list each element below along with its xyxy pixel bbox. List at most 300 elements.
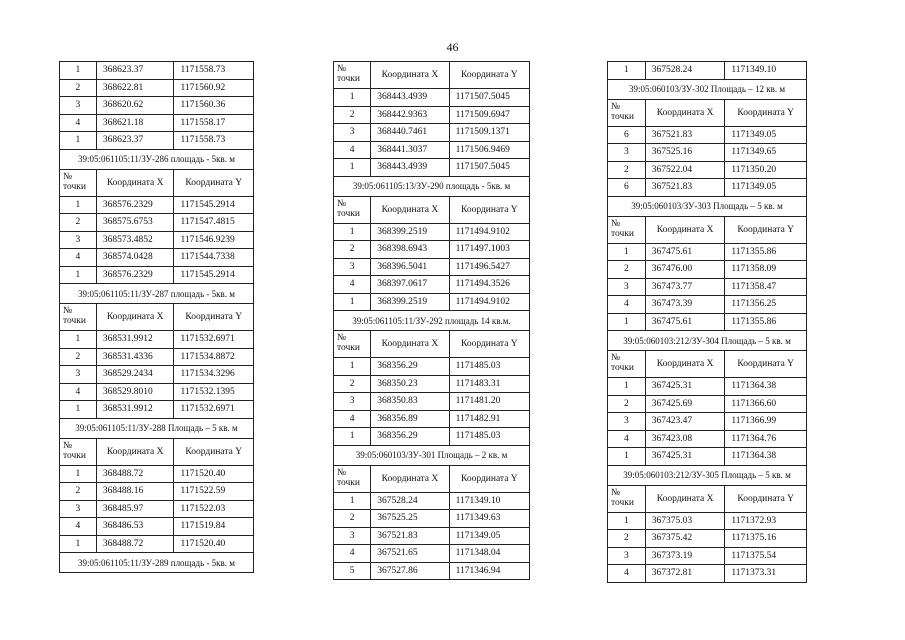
coordinate-x: 367425.31 [645,378,725,396]
header-coordinate-y: Координата Y [174,304,254,331]
table-header-row [608,351,807,378]
table-row [334,241,530,259]
table-header-row [60,438,254,465]
plot-caption: 39:05:061105:11/ЗУ-292 площадь 14 кв.м. [334,311,530,331]
point-number: 2 [608,261,646,279]
plot-caption: 39:05:060103/ЗУ-302 Площадь – 12 кв. м [608,79,807,99]
table-row [608,261,807,279]
coordinate-x: 368576.2329 [96,266,174,284]
point-number: 1 [334,358,371,376]
coordinate-x: 367473.77 [645,278,725,296]
coordinate-x: 367375.03 [645,512,725,530]
coordinate-y: 1171364.38 [725,378,807,396]
table-row [60,132,254,150]
table-row [608,278,807,296]
table-header-row [334,465,530,492]
plot-caption: 39:05:061105:11/ЗУ-287 площадь - 5кв. м [60,284,254,304]
point-number: 3 [334,393,371,411]
table-row [334,562,530,580]
point-number: 3 [60,231,97,249]
table-row [60,249,254,267]
coordinate-x: 368440.7461 [371,124,449,142]
coordinate-y: 1171545.2914 [174,196,254,214]
point-number: 5 [334,562,371,580]
table-row [334,124,530,142]
table-row [608,448,807,466]
coordinate-y: 1171375.54 [725,547,807,565]
header-coordinate-x: Координата X [96,438,174,465]
point-number: 4 [334,545,371,563]
plot-caption-row [334,445,530,465]
coordinate-y: 1171482.91 [449,410,529,428]
coordinate-y: 1171364.38 [725,448,807,466]
coordinate-y: 1171506.9469 [449,141,529,159]
point-number: 1 [334,89,371,107]
coordinate-y: 1171358.09 [725,261,807,279]
coordinate-x: 368621.18 [96,114,174,132]
coordinate-x: 368574.0428 [96,249,174,267]
point-number: 3 [60,500,97,518]
header-point-number: № точки [60,438,97,465]
plot-caption-row [608,331,807,351]
coordinate-y: 1171349.05 [449,527,529,545]
point-number: 4 [608,565,646,583]
coordinate-y: 1171509.6947 [449,106,529,124]
table-row [608,179,807,197]
coordinate-x: 368623.37 [96,62,174,80]
header-coordinate-x: Координата X [645,216,725,243]
plot-caption: 39:05:060103/ЗУ-301 Площадь – 2 кв. м [334,445,530,465]
plot-caption: 39:05:061105:11/ЗУ-289 площадь - 5кв. м [60,553,254,573]
point-number: 6 [608,126,646,144]
coordinate-y: 1171483.31 [449,375,529,393]
table-row [608,413,807,431]
header-point-number: № точки [608,351,646,378]
table-row [60,518,254,536]
coordinate-y: 1171560.92 [174,79,254,97]
coordinate-x: 367521.83 [645,179,725,197]
point-number: 2 [60,79,97,97]
plot-caption: 39:05:061105:11/ЗУ-288 Площадь – 5 кв. м [60,418,254,438]
point-number: 1 [60,331,97,349]
header-coordinate-x: Координата X [645,99,725,126]
header-coordinate-y: Координата Y [725,216,807,243]
table-header-row [334,331,530,358]
point-number: 1 [608,62,646,80]
plot-caption: 39:05:061105:11/ЗУ-286 площадь - 5кв. м [60,149,254,169]
table-row [334,492,530,510]
table-row [60,196,254,214]
point-number: 1 [608,448,646,466]
coordinate-x: 368350.83 [371,393,449,411]
table-header-row [60,304,254,331]
table-row [334,106,530,124]
plot-caption-row [608,465,807,485]
point-number: 3 [608,547,646,565]
coordinate-y: 1171350.20 [725,161,807,179]
table-row [608,126,807,144]
point-number: 2 [608,161,646,179]
coordinate-y: 1171497.1003 [449,241,529,259]
coordinate-x: 368443.4939 [371,159,449,177]
table-row [60,62,254,80]
coordinate-x: 368488.72 [96,535,174,553]
coordinate-x: 367423.47 [645,413,725,431]
coordinate-x: 368356.29 [371,428,449,446]
coordinate-y: 1171366.60 [725,395,807,413]
coordinate-y: 1171349.10 [725,62,807,80]
coordinate-y: 1171366.99 [725,413,807,431]
coordinate-x: 368531.9912 [96,401,174,419]
coordinate-y: 1171560.36 [174,97,254,115]
point-number: 1 [60,401,97,419]
coordinate-x: 368442.9363 [371,106,449,124]
point-number: 4 [60,518,97,536]
coordinate-y: 1171485.03 [449,428,529,446]
coordinate-x: 368531.4336 [96,348,174,366]
table-header-row [608,216,807,243]
point-number: 3 [334,527,371,545]
coordinate-y: 1171494.3526 [449,276,529,294]
table-header-row [608,485,807,512]
point-number: 1 [334,492,371,510]
point-number: 6 [608,179,646,197]
coordinate-y: 1171348.04 [449,545,529,563]
coordinate-y: 1171375.16 [725,530,807,548]
coordinate-x: 368620.62 [96,97,174,115]
header-point-number: № точки [608,485,646,512]
table-row [608,62,807,80]
table-row [334,510,530,528]
point-number: 4 [334,410,371,428]
coordinate-y: 1171558.17 [174,114,254,132]
point-number: 1 [608,243,646,261]
table-header-row [60,169,254,196]
table-row [60,465,254,483]
table-row [60,366,254,384]
coordinate-y: 1171485.03 [449,358,529,376]
coordinate-x: 367528.24 [371,492,449,510]
point-number: 1 [60,132,97,150]
coordinate-y: 1171509.1371 [449,124,529,142]
table-row [334,293,530,311]
coordinate-x: 368486.53 [96,518,174,536]
point-number: 2 [60,483,97,501]
coordinate-x: 367521.83 [371,527,449,545]
coordinate-y: 1171358.47 [725,278,807,296]
header-coordinate-x: Координата X [645,485,725,512]
coordinate-x: 367476.00 [645,261,725,279]
table-row [608,430,807,448]
table-row [60,97,254,115]
coordinate-y: 1171373.31 [725,565,807,583]
point-number: 3 [608,144,646,162]
coordinate-y: 1171349.65 [725,144,807,162]
table-row [608,313,807,331]
coordinate-y: 1171545.2914 [174,266,254,284]
coordinate-x: 367522.04 [645,161,725,179]
point-number: 1 [334,223,371,241]
header-point-number: № точки [60,304,97,331]
plot-caption-row [60,553,254,573]
point-number: 1 [60,266,97,284]
table-row [608,378,807,396]
point-number: 4 [608,430,646,448]
table-row [334,141,530,159]
coordinate-y: 1171558.73 [174,132,254,150]
table-row [334,223,530,241]
table-row [60,348,254,366]
coordinate-y: 1171519.84 [174,518,254,536]
point-number: 2 [334,241,371,259]
plot-caption-row [334,176,530,196]
coordinate-y: 1171544.7338 [174,249,254,267]
coordinate-x: 367425.69 [645,395,725,413]
table-row [60,266,254,284]
header-point-number: № точки [60,169,97,196]
coordinate-y: 1171494.9102 [449,223,529,241]
table-row [334,428,530,446]
table-row [334,159,530,177]
plot-caption-row [60,418,254,438]
coordinate-y: 1171534.8872 [174,348,254,366]
table-row [60,483,254,501]
point-number: 1 [608,378,646,396]
coordinate-x: 368485.97 [96,500,174,518]
coordinate-x: 368441.3037 [371,141,449,159]
coordinate-y: 1171496.5427 [449,258,529,276]
table-row [60,231,254,249]
point-number: 1 [608,512,646,530]
coordinate-x: 368529.8010 [96,383,174,401]
coordinate-x: 368350.23 [371,375,449,393]
point-number: 2 [60,348,97,366]
coordinate-x: 367528.24 [645,62,725,80]
table-header-row [334,62,530,89]
table-row [334,527,530,545]
table-row [60,383,254,401]
coordinate-x: 368399.2519 [371,223,449,241]
coordinate-y: 1171507.5045 [449,159,529,177]
point-number: 1 [60,535,97,553]
table-row [334,393,530,411]
coordinate-y: 1171534.3296 [174,366,254,384]
table-header-row [608,99,807,126]
table-row [60,500,254,518]
point-number: 2 [60,214,97,232]
table-row [608,530,807,548]
point-number: 2 [608,395,646,413]
coordinate-y: 1171355.86 [725,313,807,331]
point-number: 1 [334,428,371,446]
plot-caption: 39:05:060103/ЗУ-303 Площадь – 5 кв. м [608,196,807,216]
plot-caption: 39:05:060103:212/ЗУ-304 Площадь – 5 кв. м [608,331,807,351]
coordinate-y: 1171532.1395 [174,383,254,401]
table-row [60,331,254,349]
coordinate-y: 1171546.9239 [174,231,254,249]
point-number: 4 [60,114,97,132]
header-coordinate-x: Координата X [371,331,449,358]
page-number: 46 [446,40,459,54]
table-row [334,358,530,376]
coordinate-x: 368396.5041 [371,258,449,276]
coordinate-y: 1171349.63 [449,510,529,528]
coordinate-x: 367475.61 [645,313,725,331]
coordinate-x: 368488.16 [96,483,174,501]
coordinate-y: 1171494.9102 [449,293,529,311]
point-number: 1 [60,62,97,80]
table-row [608,547,807,565]
coordinate-x: 368623.37 [96,132,174,150]
coordinate-x: 367423.08 [645,430,725,448]
coordinate-x: 367373.19 [645,547,725,565]
coordinate-y: 1171547.4815 [174,214,254,232]
coordinate-y: 1171532.6971 [174,331,254,349]
coordinate-y: 1171520.40 [174,465,254,483]
point-number: 1 [60,196,97,214]
coordinate-y: 1171346.94 [449,562,529,580]
table-row [334,276,530,294]
coordinate-x: 368356.29 [371,358,449,376]
table-row [334,258,530,276]
coordinate-y: 1171356.25 [725,296,807,314]
table-row [334,89,530,107]
coordinate-x: 367375.42 [645,530,725,548]
coordinate-y: 1171364.76 [725,430,807,448]
table-row [608,243,807,261]
table-row [608,512,807,530]
header-coordinate-x: Координата X [371,465,449,492]
header-coordinate-y: Координата Y [449,196,529,223]
coordinate-x: 367525.25 [371,510,449,528]
coordinate-y: 1171532.6971 [174,401,254,419]
coordinate-x: 368488.72 [96,465,174,483]
point-number: 4 [334,276,371,294]
header-coordinate-x: Координата X [96,304,174,331]
header-coordinate-y: Координата Y [449,465,529,492]
point-number: 1 [334,293,371,311]
header-coordinate-y: Координата Y [449,331,529,358]
table-row [60,79,254,97]
coordinate-y: 1171349.10 [449,492,529,510]
coordinate-x: 367372.81 [645,565,725,583]
coordinate-x: 368573.4852 [96,231,174,249]
table-row [608,296,807,314]
header-coordinate-x: Координата X [371,62,449,89]
point-number: 3 [60,366,97,384]
table-row [60,401,254,419]
plot-caption: 39:05:060103:212/ЗУ-305 Площадь – 5 кв. м [608,465,807,485]
coordinate-x: 368397.0617 [371,276,449,294]
table-row [608,565,807,583]
table-header-row [334,196,530,223]
point-number: 2 [334,106,371,124]
header-point-number: № точки [608,216,646,243]
table-row [60,535,254,553]
coordinate-y: 1171481.20 [449,393,529,411]
coordinate-y: 1171522.03 [174,500,254,518]
header-point-number: № точки [334,196,371,223]
plot-caption-row [334,311,530,331]
coordinate-y: 1171372.93 [725,512,807,530]
plot-caption-row [60,149,254,169]
header-point-number: № точки [334,465,371,492]
header-coordinate-y: Координата Y [725,99,807,126]
header-coordinate-y: Координата Y [449,62,529,89]
coordinate-x: 368529.2434 [96,366,174,384]
table-row [334,545,530,563]
coordinate-x: 368356.89 [371,410,449,428]
coordinate-x: 368399.2519 [371,293,449,311]
plot-caption: 39:05:061105:13/ЗУ-290 площадь - 5кв. м [334,176,530,196]
point-number: 2 [334,375,371,393]
coordinate-y: 1171520.40 [174,535,254,553]
coordinate-x: 368443.4939 [371,89,449,107]
coordinates-column-left [59,61,254,573]
header-point-number: № точки [608,99,646,126]
point-number: 1 [608,313,646,331]
coordinate-y: 1171349.05 [725,126,807,144]
point-number: 3 [60,97,97,115]
point-number: 4 [608,296,646,314]
header-coordinate-y: Координата Y [174,438,254,465]
table-row [608,161,807,179]
point-number: 1 [334,159,371,177]
coordinate-x: 367521.83 [645,126,725,144]
plot-caption-row [608,79,807,99]
point-number: 2 [608,530,646,548]
table-row [60,214,254,232]
plot-caption-row [60,284,254,304]
coordinates-column-right [607,61,807,583]
coordinates-table [607,61,807,583]
coordinate-y: 1171355.86 [725,243,807,261]
header-coordinate-x: Координата X [96,169,174,196]
coordinate-y: 1171522.59 [174,483,254,501]
coordinate-x: 367473.39 [645,296,725,314]
coordinate-y: 1171558.73 [174,62,254,80]
coordinate-x: 367475.61 [645,243,725,261]
coordinate-x: 367521.65 [371,545,449,563]
coordinate-x: 368531.9912 [96,331,174,349]
header-coordinate-y: Координата Y [725,485,807,512]
table-row [608,144,807,162]
point-number: 3 [608,278,646,296]
coordinate-x: 368576.2329 [96,196,174,214]
header-coordinate-y: Координата Y [174,169,254,196]
point-number: 3 [334,124,371,142]
coordinate-x: 368622.81 [96,79,174,97]
header-coordinate-x: Координата X [371,196,449,223]
coordinates-table [59,61,254,573]
plot-caption-row [608,196,807,216]
point-number: 3 [608,413,646,431]
table-row [60,114,254,132]
header-coordinate-x: Координата X [645,351,725,378]
coordinates-table [333,61,530,580]
coordinates-column-middle [333,61,530,580]
point-number: 2 [334,510,371,528]
coordinate-x: 368398.6943 [371,241,449,259]
point-number: 4 [334,141,371,159]
coordinate-y: 1171507.5045 [449,89,529,107]
table-row [334,375,530,393]
point-number: 1 [60,465,97,483]
header-coordinate-y: Координата Y [725,351,807,378]
coordinate-x: 367425.31 [645,448,725,466]
point-number: 3 [334,258,371,276]
coordinate-x: 368575.6753 [96,214,174,232]
